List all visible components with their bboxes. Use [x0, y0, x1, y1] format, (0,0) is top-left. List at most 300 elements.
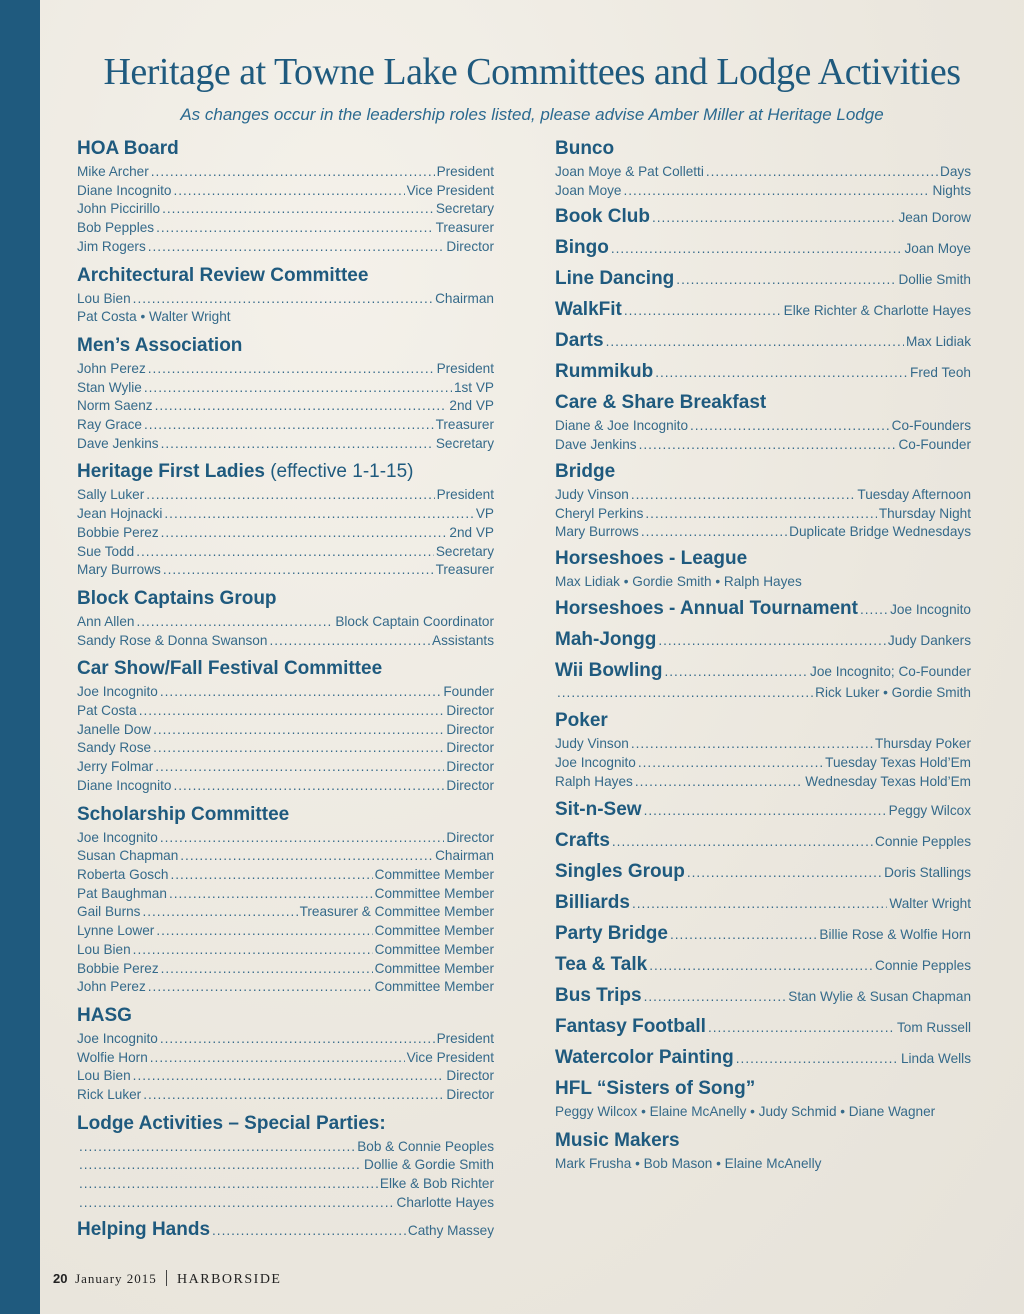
activity-title: Singles Group — [555, 861, 685, 883]
committee-section — [77, 138, 494, 257]
roster-row — [555, 417, 971, 436]
dot-leader — [652, 210, 896, 225]
page-subtitle: As changes occur in the leadership roles listed, please advise Amber Miller at Heritage Lodge — [180, 105, 884, 124]
member-name: Judy Vinson — [555, 486, 629, 502]
activity-row — [555, 206, 971, 228]
dot-leader — [860, 602, 888, 617]
committee-section — [77, 588, 494, 650]
committee-section — [555, 392, 971, 454]
roster-row — [77, 922, 494, 941]
dot-leader — [156, 922, 372, 941]
member-role: Elke & Bob Richter — [379, 1176, 494, 1192]
member-name: Jean Hojnacki — [77, 506, 163, 522]
dot-leader — [153, 721, 444, 740]
member-role: Bob & Connie Peoples — [357, 1138, 494, 1154]
member-role: Chairman — [435, 848, 494, 864]
member-name: Dave Jenkins — [555, 437, 637, 453]
dot-leader — [624, 303, 782, 318]
activity-contact: Cathy Massey — [407, 1222, 494, 1238]
activity-contact: Doris Stallings — [884, 865, 971, 881]
member-role: Founder — [443, 684, 494, 700]
dot-leader — [645, 505, 876, 524]
member-name: Stan Wylie — [77, 379, 142, 395]
member-name: Mike Archer — [77, 164, 149, 179]
dot-leader — [631, 735, 873, 754]
dot-leader — [150, 1049, 405, 1068]
dot-leader — [133, 1067, 445, 1086]
member-role: Thursday Poker — [875, 736, 971, 752]
dot-leader — [687, 865, 882, 880]
member-name: Judy Vinson — [555, 736, 629, 752]
activity-row — [555, 1016, 971, 1038]
roster-row — [77, 379, 494, 398]
roster-row — [555, 182, 971, 201]
roster-row — [77, 290, 494, 309]
dot-leader — [611, 241, 903, 256]
activity-contact: Tom Russell — [896, 1020, 971, 1036]
section-title: HASG — [77, 1004, 132, 1026]
member-role: Block Captain Coordinator — [335, 613, 494, 629]
dot-leader — [148, 978, 373, 997]
activity-title: Party Bridge — [555, 923, 668, 945]
roster-row — [77, 847, 494, 866]
activity-contact: Stan Wylie & Susan Chapman — [788, 989, 971, 1005]
member-role: VP — [475, 506, 494, 522]
member-role: Committee Member — [374, 885, 494, 901]
member-name: Janelle Dow — [77, 721, 152, 737]
section-title-note: (effective 1-1-15) — [264, 461, 414, 483]
dot-leader — [641, 523, 787, 542]
dot-leader — [143, 1086, 444, 1105]
member-name: Cheryl Perkins — [555, 505, 644, 521]
member-name: Diane Incognito — [77, 182, 172, 198]
member-role: Chairman — [435, 290, 494, 306]
member-name: Joan Moye & Pat Colletti — [555, 164, 704, 179]
dot-leader — [161, 524, 448, 543]
roster-row — [77, 866, 494, 885]
magazine-name: HARBORSIDE — [177, 1272, 282, 1287]
section-title: Care & Share Breakfast — [555, 392, 767, 414]
member-role: Director — [446, 238, 494, 254]
roster-row — [77, 486, 494, 505]
dot-leader — [638, 754, 823, 773]
dot-leader — [155, 758, 444, 777]
footer — [53, 1270, 282, 1288]
activity-contact: Linda Wells — [900, 1051, 971, 1067]
activity-contact: Fred Teoh — [910, 365, 971, 381]
dot-leader — [161, 960, 373, 979]
member-name: Jim Rogers — [77, 238, 146, 254]
roster-row — [77, 1049, 494, 1068]
activity-title: WalkFit — [555, 299, 622, 321]
activity-row — [555, 830, 971, 852]
activity-row — [555, 629, 971, 651]
dot-leader — [170, 866, 372, 885]
dot-leader — [173, 182, 404, 201]
committee-section — [77, 335, 494, 454]
roster-row — [77, 941, 494, 960]
issue-date: January 2015 — [75, 1271, 157, 1286]
activity-title: Crafts — [555, 830, 610, 852]
member-name: Bobbie Perez — [77, 960, 159, 976]
member-role: Tuesday Afternoon — [857, 486, 971, 502]
committee-section — [77, 804, 494, 997]
section-title: Scholarship Committee — [77, 803, 290, 825]
activity-row — [555, 923, 971, 945]
dot-leader — [160, 1030, 435, 1049]
member-role: Committee Member — [374, 923, 494, 939]
dot-leader — [658, 633, 886, 648]
section-title: Bridge — [555, 460, 616, 482]
dot-leader — [161, 435, 434, 454]
dot-leader — [649, 958, 873, 973]
dot-leader — [151, 163, 435, 182]
dot-leader — [708, 1020, 895, 1035]
member-role: Duplicate Bridge Wednesdays — [789, 524, 971, 540]
member-name: Jerry Folmar — [77, 759, 154, 775]
activity-title: Billiards — [555, 892, 630, 914]
activity-title: Book Club — [555, 206, 650, 228]
roster-row — [77, 903, 494, 922]
member-name: Diane Incognito — [77, 777, 172, 793]
member-name: Joe Incognito — [555, 755, 636, 771]
roster-row — [77, 777, 494, 796]
activity-title: Wii Bowling — [555, 659, 663, 681]
section-title: Bunco — [555, 138, 615, 159]
dot-leader — [163, 561, 434, 580]
member-role: President — [436, 164, 494, 179]
member-name: Lynne Lower — [77, 923, 155, 939]
member-name: Susan Chapman — [77, 848, 179, 864]
activity-contact: Joan Moye — [904, 241, 971, 257]
member-name: Joe Incognito — [77, 684, 158, 700]
member-role: Vice President — [406, 182, 494, 198]
member-name: Pat Costa — [77, 703, 137, 719]
member-name: Lou Bien — [77, 290, 131, 306]
dot-leader — [79, 1194, 395, 1213]
activity-contact: Connie Pepples — [875, 958, 971, 974]
dot-leader — [690, 417, 890, 436]
activity-title: Horseshoes - Annual Tournament — [555, 597, 858, 619]
activity-contact: Dollie Smith — [898, 272, 971, 288]
dot-leader — [557, 684, 813, 703]
dot-leader — [664, 664, 808, 679]
dot-leader — [79, 1156, 362, 1175]
section-title: HFL “Sisters of Song” — [555, 1078, 756, 1100]
member-name: Sandy Rose & Donna Swanson — [77, 632, 268, 648]
dot-leader — [180, 847, 433, 866]
activity-row — [555, 799, 971, 821]
dot-leader — [148, 360, 435, 379]
roster-row — [77, 561, 494, 580]
roster-row — [77, 702, 494, 721]
roster-row — [77, 960, 494, 979]
section-title: Men’s Association — [77, 334, 243, 356]
dot-leader — [676, 272, 896, 287]
committee-section — [555, 1078, 971, 1122]
member-list: Peggy Wilcox • Elaine McAnelly • Judy Schmid • Diane Wagner — [555, 1104, 936, 1120]
activity-row — [555, 361, 971, 383]
dot-leader — [160, 683, 441, 702]
activity-title: Mah-Jongg — [555, 628, 657, 650]
activity-row — [555, 1047, 971, 1069]
section-title: Block Captains Group — [77, 587, 277, 609]
member-role: Thursday Night — [878, 505, 971, 521]
dot-leader — [670, 927, 817, 942]
dot-leader — [162, 200, 434, 219]
activity-row — [555, 330, 971, 352]
roster-row — [77, 435, 494, 454]
member-role: Secretary — [435, 201, 494, 217]
member-name: Joe Incognito — [77, 829, 158, 845]
roster-row — [77, 758, 494, 777]
dot-leader — [79, 1175, 378, 1194]
member-list: Pat Costa • Walter Wright — [77, 309, 231, 325]
member-role: Director — [446, 777, 494, 793]
member-role: Treasurer & Committee Member — [299, 904, 494, 920]
member-role: Secretary — [435, 435, 494, 451]
member-list: Max Lidiak • Gordie Smith • Ralph Hayes — [555, 573, 802, 589]
roster-row — [555, 773, 971, 792]
roster-row — [77, 721, 494, 740]
activity-row — [555, 268, 971, 290]
dot-leader — [655, 365, 908, 380]
member-role: Director — [446, 721, 494, 737]
member-role: Director — [446, 740, 494, 756]
member-name: Norm Saenz — [77, 398, 153, 414]
left-column — [77, 138, 494, 1241]
dot-leader — [736, 1051, 899, 1066]
member-name: Diane & Joe Incognito — [555, 418, 689, 434]
roster-row — [77, 1156, 494, 1175]
footer-divider — [166, 1270, 167, 1286]
roster-row — [77, 1030, 494, 1049]
activity-contact: Elke Richter & Charlotte Hayes — [783, 303, 971, 319]
dot-leader — [635, 773, 803, 792]
dot-leader — [639, 436, 897, 455]
member-name: Dave Jenkins — [77, 435, 159, 451]
dot-leader — [173, 777, 444, 796]
activity-contact: Peggy Wilcox — [888, 803, 971, 819]
activity-title: Watercolor Painting — [555, 1047, 734, 1069]
roster-row — [77, 1138, 494, 1157]
roster-row — [77, 683, 494, 702]
member-role: Committee Member — [374, 979, 494, 995]
right-column — [555, 138, 971, 1174]
activity-contact: Billie Rose & Wolfie Horn — [819, 927, 971, 943]
member-name: Roberta Gosch — [77, 866, 169, 882]
member-role: Committee Member — [374, 941, 494, 957]
member-name: John Perez — [77, 360, 146, 376]
member-role: Assistants — [432, 632, 494, 648]
activity-contact: Walter Wright — [889, 896, 971, 912]
member-role: Treasurer — [435, 220, 494, 236]
activity-contact: Joe Incognito — [890, 601, 971, 617]
section-title: Architectural Review Committee — [77, 264, 369, 286]
roster-row — [77, 200, 494, 219]
dot-leader — [146, 486, 434, 505]
member-name: Joe Incognito — [77, 1030, 158, 1046]
dot-leader — [644, 803, 887, 818]
activity-contact: Judy Dankers — [887, 632, 971, 648]
member-role: Director — [446, 703, 494, 719]
dot-leader — [144, 379, 452, 398]
section-title: HOA Board — [77, 138, 179, 159]
member-name: Ralph Hayes — [555, 773, 633, 789]
roster-row — [77, 978, 494, 997]
activity-title: Darts — [555, 330, 604, 352]
activity-contact: Jean Dorow — [898, 210, 971, 226]
activity-title: Fantasy Football — [555, 1016, 706, 1038]
activity-row — [555, 660, 971, 682]
roster-row — [77, 238, 494, 257]
committee-section — [555, 461, 971, 542]
member-role: 1st VP — [453, 379, 494, 395]
member-name: Sandy Rose — [77, 740, 152, 756]
activity-row — [555, 985, 971, 1007]
page-title: Heritage at Towne Lake Committees and Lodge Activities — [103, 51, 961, 93]
roster-row — [77, 739, 494, 758]
dot-leader — [164, 505, 473, 524]
member-list: Mark Frusha • Bob Mason • Elaine McAnelly — [555, 1156, 822, 1172]
roster-row — [555, 735, 971, 754]
member-role: President — [436, 487, 494, 503]
committee-section — [555, 138, 971, 200]
committee-section — [77, 1005, 494, 1105]
dot-leader — [133, 941, 373, 960]
dot-leader — [212, 1223, 406, 1238]
member-name: John Piccirillo — [77, 201, 161, 217]
section-title: Car Show/Fall Festival Committee — [77, 658, 383, 680]
dot-leader — [136, 543, 434, 562]
dot-leader — [148, 238, 445, 257]
section-title: Music Makers — [555, 1130, 680, 1152]
member-name: John Perez — [77, 979, 146, 995]
member-name: Lou Bien — [77, 941, 131, 957]
roster-row — [77, 543, 494, 562]
roster-row — [555, 163, 971, 182]
roster-row — [77, 524, 494, 543]
member-name: Pat Baughman — [77, 885, 167, 901]
roster-row — [77, 219, 494, 238]
member-role: Director — [446, 829, 494, 845]
roster-row — [555, 684, 971, 703]
member-role: Treasurer — [435, 417, 494, 433]
member-role: Vice President — [406, 1049, 494, 1065]
member-role: Director — [446, 759, 494, 775]
dot-leader — [133, 290, 433, 309]
roster-row — [555, 505, 971, 524]
member-name: Gail Burns — [77, 904, 141, 920]
dot-leader — [612, 834, 873, 849]
roster-row — [77, 416, 494, 435]
member-name: Ray Grace — [77, 417, 142, 433]
roster-row — [77, 1194, 494, 1213]
member-role: Co-Founder — [898, 437, 971, 453]
member-role: 2nd VP — [449, 398, 494, 414]
dot-leader — [644, 989, 787, 1004]
member-role: Nights — [932, 182, 971, 198]
section-title: Horseshoes - League — [555, 547, 748, 569]
activity-title: Bus Trips — [555, 985, 642, 1007]
member-name: Ann Allen — [77, 613, 135, 629]
member-role: President — [436, 1030, 494, 1046]
member-name: Mary Burrows — [555, 524, 639, 540]
dot-leader — [269, 632, 430, 651]
activity-title: Rummikub — [555, 361, 654, 383]
activity-row — [555, 954, 971, 976]
activity-row — [555, 861, 971, 883]
member-role: 2nd VP — [449, 524, 494, 540]
roster-row — [77, 632, 494, 651]
member-name: Sally Luker — [77, 487, 145, 503]
roster-row — [555, 486, 971, 505]
member-role: Committee Member — [374, 960, 494, 976]
roster-row — [555, 754, 971, 773]
member-name: Wolfie Horn — [77, 1049, 148, 1065]
roster-row — [77, 397, 494, 416]
member-role: Committee Member — [374, 866, 494, 882]
dot-leader — [79, 1138, 355, 1157]
member-list: Rick Luker • Gordie Smith — [815, 684, 971, 700]
roster-row — [77, 360, 494, 379]
activity-row — [555, 598, 971, 620]
roster-row — [77, 182, 494, 201]
member-name: Joan Moye — [555, 182, 622, 198]
member-role: Tuesday Texas Hold’Em — [825, 755, 971, 771]
roster-row — [555, 523, 971, 542]
member-role: Director — [446, 1087, 494, 1103]
dot-leader — [606, 334, 904, 349]
dot-leader — [139, 702, 445, 721]
member-role: Secretary — [435, 543, 494, 559]
member-name: Sue Todd — [77, 543, 135, 559]
committee-section — [77, 265, 494, 327]
member-role: Charlotte Hayes — [396, 1194, 494, 1210]
activity-contact: Joe Incognito; Co-Founder — [810, 663, 971, 679]
member-role: Co-Founders — [891, 418, 971, 434]
dot-leader — [155, 397, 448, 416]
section-title: Poker — [555, 710, 608, 732]
member-role: Treasurer — [435, 562, 494, 578]
dot-leader — [631, 486, 856, 505]
dot-leader — [156, 219, 433, 238]
activity-contact: Max Lidiak — [906, 334, 971, 350]
member-role: President — [436, 360, 494, 376]
activity-row — [555, 892, 971, 914]
member-role: Dollie & Gordie Smith — [364, 1157, 494, 1173]
activity-title: Line Dancing — [555, 268, 675, 290]
member-name: Mary Burrows — [77, 562, 161, 578]
member-name: Rick Luker — [77, 1087, 142, 1103]
committee-section — [555, 548, 971, 592]
member-name: Lou Bien — [77, 1068, 131, 1084]
member-name: Bob Pepples — [77, 220, 155, 236]
roster-row — [77, 1175, 494, 1194]
dot-leader — [706, 163, 938, 182]
roster-row — [77, 163, 494, 182]
dot-leader — [136, 613, 333, 632]
dot-leader — [153, 739, 444, 758]
activity-title: Tea & Talk — [555, 954, 648, 976]
committee-section — [555, 1130, 971, 1174]
roster-row — [77, 505, 494, 524]
activity-title: Sit-n-Sew — [555, 799, 642, 821]
side-band — [0, 0, 40, 1314]
dot-leader — [624, 182, 931, 201]
member-name: Bobbie Perez — [77, 524, 159, 540]
committee-section — [555, 710, 971, 791]
